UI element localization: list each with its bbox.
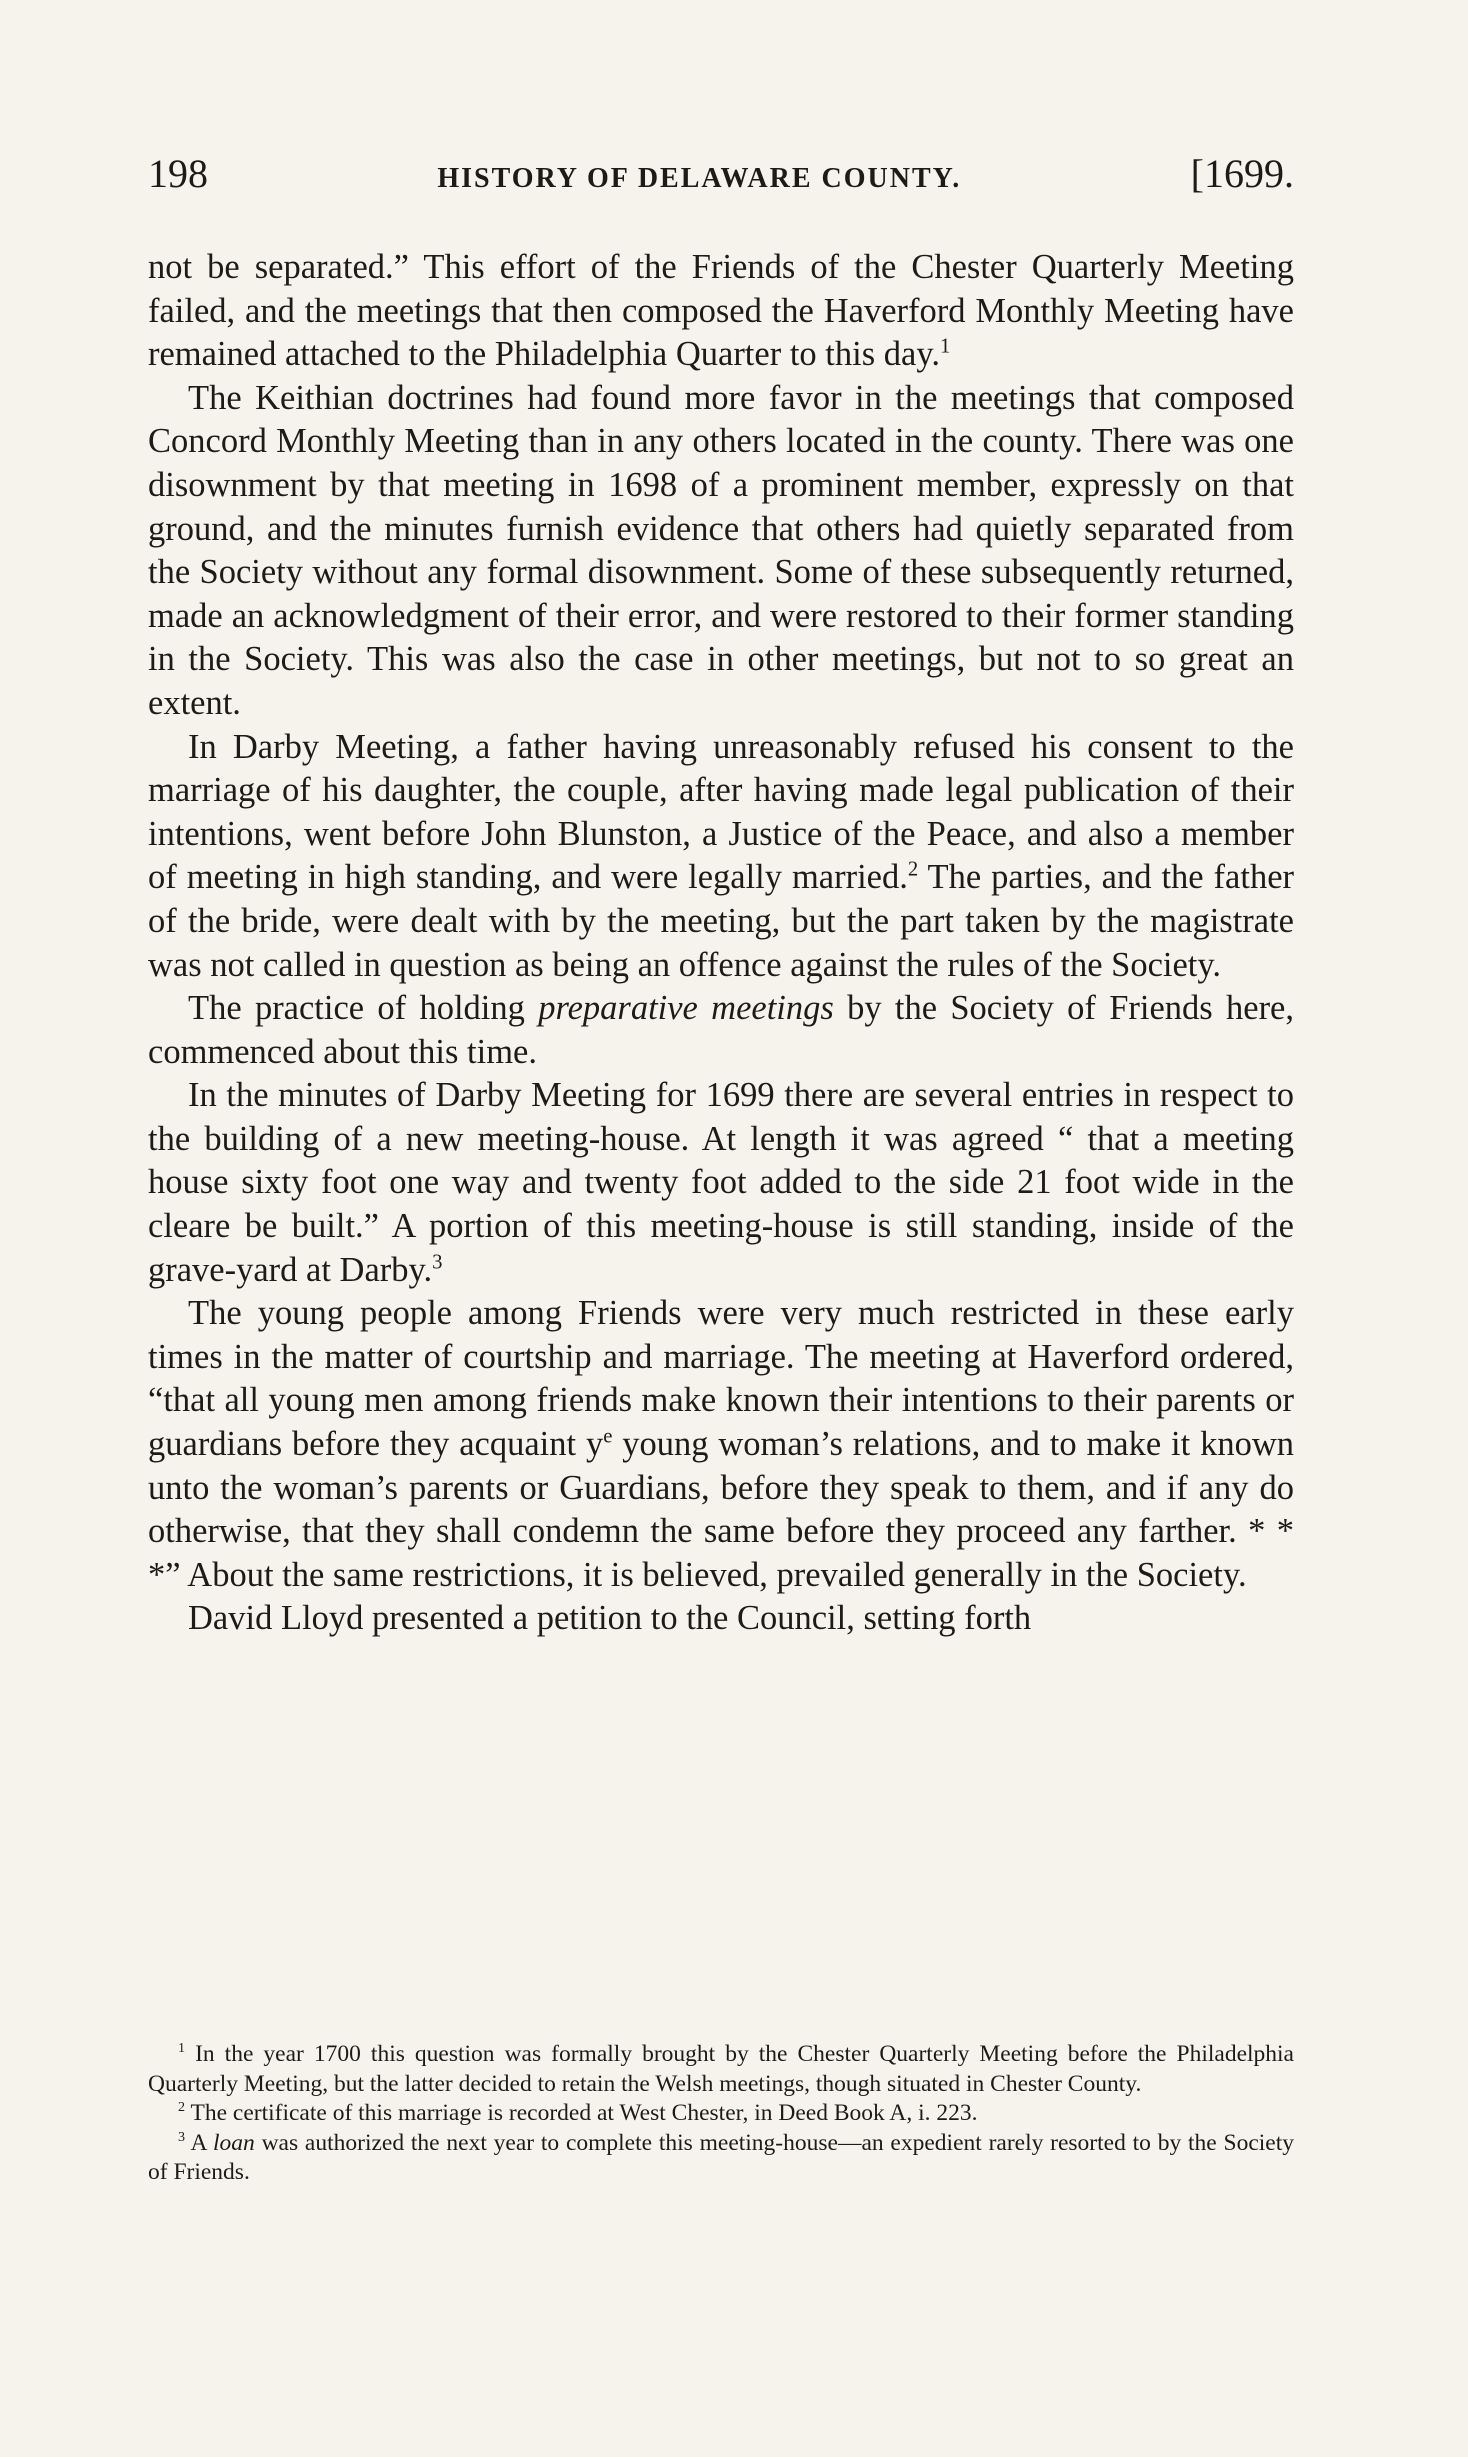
paragraph-text: by the Society of Friends here, commenced about this time. bbox=[148, 989, 1294, 1071]
paragraph-text: David Lloyd presented a petition to the Council, setting forth bbox=[188, 1599, 1032, 1638]
footnote-mark: 2 bbox=[178, 2099, 186, 2116]
footnote-mark: 3 bbox=[178, 2128, 186, 2145]
paragraph-text: In the minutes of Darby Meeting for 1699 there are several entries in respect to the building of a new meeting-house. At length it was agreed “ that a meeting house sixty foot one way and twenty foot added to the side 21 foot wide in the cleare be built.” A portion of this meeting-house is still standing, inside of the grave-yard at Darby. bbox=[148, 1076, 1294, 1289]
footnote-2 bbox=[148, 2099, 1294, 2129]
superscript-abbrev: e bbox=[603, 1425, 613, 1448]
paragraph-text: In Darby Meeting, a father having unreasonably refused his consent to the marriage of his daughter, the couple, after having made legal publication of their intentions, went before John Blunston, a Justice of the Peace, and also a member of meeting in high standing, and were legally married. bbox=[148, 727, 1294, 897]
paragraph-7 bbox=[148, 1597, 1294, 1641]
body-text bbox=[148, 246, 1294, 1641]
footnote-ref: 3 bbox=[432, 1251, 443, 1274]
paragraph-text: The Keithian doctrines had found more favor in the meetings that composed Concord Monthly Meeting than in any others located in the county. There was one disownment by that meeting in 1698 of a prominent member, expressly on that ground, and the minutes furnish evidence that others had quietly separated from the Society without any formal disownment. Some of these subsequently returned, made an acknowledgment of their error, and were restored to their former standing in the Society. This was also the case in other meetings, but not to so great an extent. bbox=[148, 378, 1294, 722]
footnote-text: In the year 1700 this question was formally brought by the Chester Quarterly Meeting before the Philadelphia Quarterly Meeting, but the latter decided to retain the Welsh meetings, though situated in Chester County. bbox=[148, 2041, 1294, 2097]
footnote-ref: 1 bbox=[939, 335, 951, 358]
footnote-ref: 2 bbox=[907, 858, 919, 881]
paragraph-1 bbox=[148, 246, 1294, 377]
running-header bbox=[148, 150, 1294, 220]
paragraph-text: The practice of holding bbox=[188, 989, 539, 1028]
paragraph-text: young woman’s relations, and to make it known unto the woman’s parents or Guardians, before they speak to them, and if any do otherwise, that they shall condemn the same before they proceed any farther. * * *” About the same restrictions, it is believed, prevailed generally in the Society. bbox=[148, 1425, 1294, 1594]
emphasized-text: loan bbox=[213, 2129, 255, 2156]
paragraph-text: The parties, and the father of the bride, were dealt with by the meeting, but the part taken by the magistrate was not called in question as being an offence against the rules of the Society. bbox=[148, 858, 1294, 984]
page-number: 198 bbox=[148, 151, 208, 196]
footnote-mark: 1 bbox=[178, 2040, 186, 2057]
footnote-1 bbox=[148, 2040, 1294, 2099]
paragraph-text: not be separated.” This effort of the Friends of the Chester Quarterly Meeting failed, and the meetings that then composed the Haverford Monthly Meeting have remained attached to the Philadelphia Quarter to this day. bbox=[148, 248, 1294, 374]
footnote-3 bbox=[148, 2129, 1294, 2188]
book-page bbox=[148, 150, 1294, 1641]
footnote-text: The certificate of this marriage is recorded at West Chester, in Deed Book A, i. 223. bbox=[185, 2100, 978, 2126]
running-title: HISTORY OF DELAWARE COUNTY. bbox=[437, 163, 962, 194]
paragraph-6 bbox=[148, 1292, 1294, 1597]
footnote-text: A bbox=[185, 2129, 214, 2156]
emphasized-text: preparative meetings bbox=[538, 989, 834, 1028]
paragraph-4 bbox=[148, 987, 1294, 1074]
paragraph-3 bbox=[148, 726, 1294, 988]
paragraph-text: The young people among Friends were very much restricted in these early times in the matter of courtship and marriage. The meeting at Haverford ordered, “that all young men among friends make known their intentions to their parents or guardians before they acquaint y bbox=[148, 1294, 1294, 1464]
paragraph-2 bbox=[148, 377, 1294, 726]
footnotes bbox=[148, 2040, 1294, 2188]
paragraph-5 bbox=[148, 1074, 1294, 1292]
footnote-text: was authorized the next year to complete this meeting-house—an expedient rarely resorted to by the Society of Friends. bbox=[148, 2129, 1294, 2185]
header-year: [1699. bbox=[1190, 151, 1294, 196]
